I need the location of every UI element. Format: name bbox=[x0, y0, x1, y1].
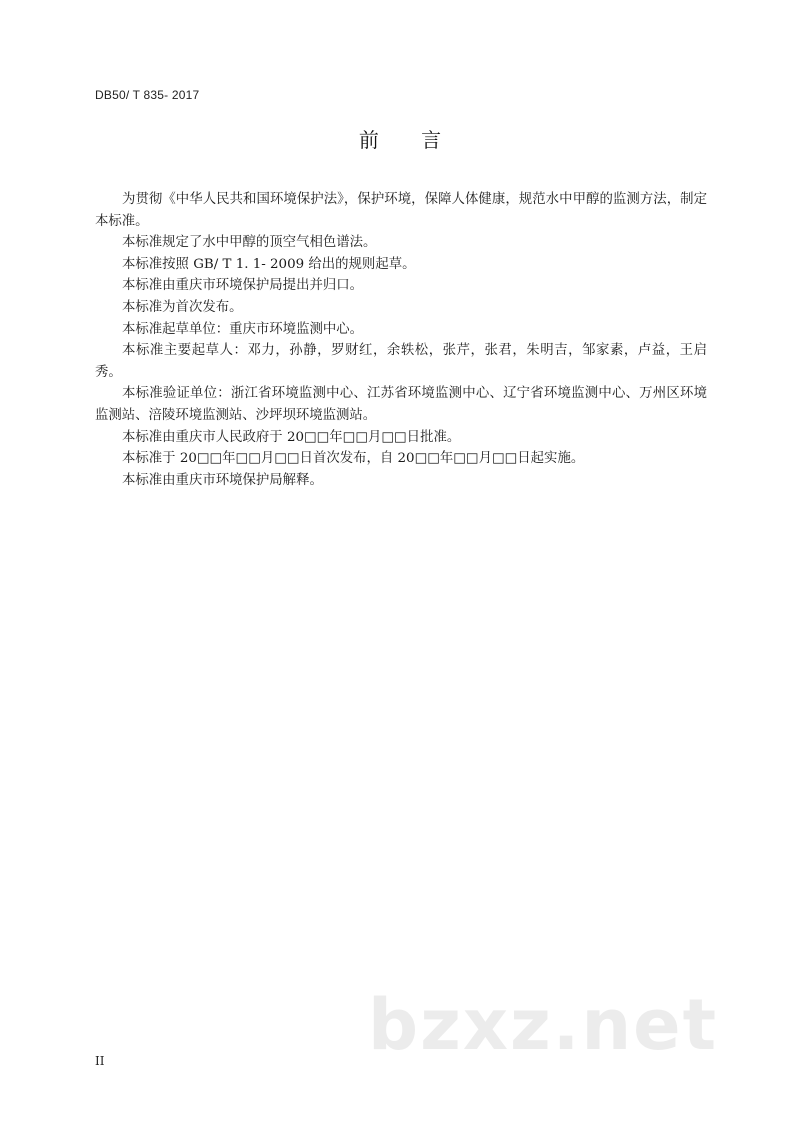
paragraph-approval: 本标准由重庆市人民政府于 20□□年□□月□□日批准。 bbox=[122, 429, 461, 445]
paragraph-release-dates: 本标准于 20□□年□□月□□日首次发布，自 20□□年□□月□□日起实施。 bbox=[122, 451, 585, 467]
watermark-logo: bzxz.net bbox=[368, 984, 719, 1066]
foreword-body bbox=[95, 189, 707, 491]
paragraph-drafting-unit: 本标准起草单位：重庆市环境监测中心。 bbox=[122, 321, 364, 337]
paragraph-interpretation: 本标准由重庆市环境保护局解释。 bbox=[122, 472, 323, 488]
paragraph-first-release: 本标准为首次发布。 bbox=[122, 299, 243, 315]
paragraph-scope: 本标准规定了水中甲醇的顶空气相色谱法。 bbox=[122, 235, 377, 251]
paragraph-drafters: 本标准主要起草人：邓力，孙静，罗财红，余轶松，张芹，张君，朱明吉，邹家素，卢益，王启秀。 bbox=[95, 343, 707, 380]
page-number: II bbox=[95, 1054, 105, 1068]
standard-code: DB50/ T 835- 2017 bbox=[95, 88, 200, 102]
paragraph-drafting-rules: 本标准按照 GB/ T 1. 1- 2009 给出的规则起草。 bbox=[122, 256, 416, 272]
paragraph-purpose: 为贯彻《中华人民共和国环境保护法》，保护环境，保障人体健康，规范水中甲醇的监测方法，制定本标准。 bbox=[95, 192, 707, 229]
page-title: 前 言 bbox=[358, 128, 460, 152]
paragraph-proposer: 本标准由重庆市环境保护局提出并归口。 bbox=[122, 278, 364, 294]
paragraph-verification-units: 本标准验证单位：浙江省环境监测中心、江苏省环境监测中心、辽宁省环境监测中心、万州区环境监测站、涪陵环境监测站、沙坪坝环境监测站。 bbox=[95, 386, 707, 423]
